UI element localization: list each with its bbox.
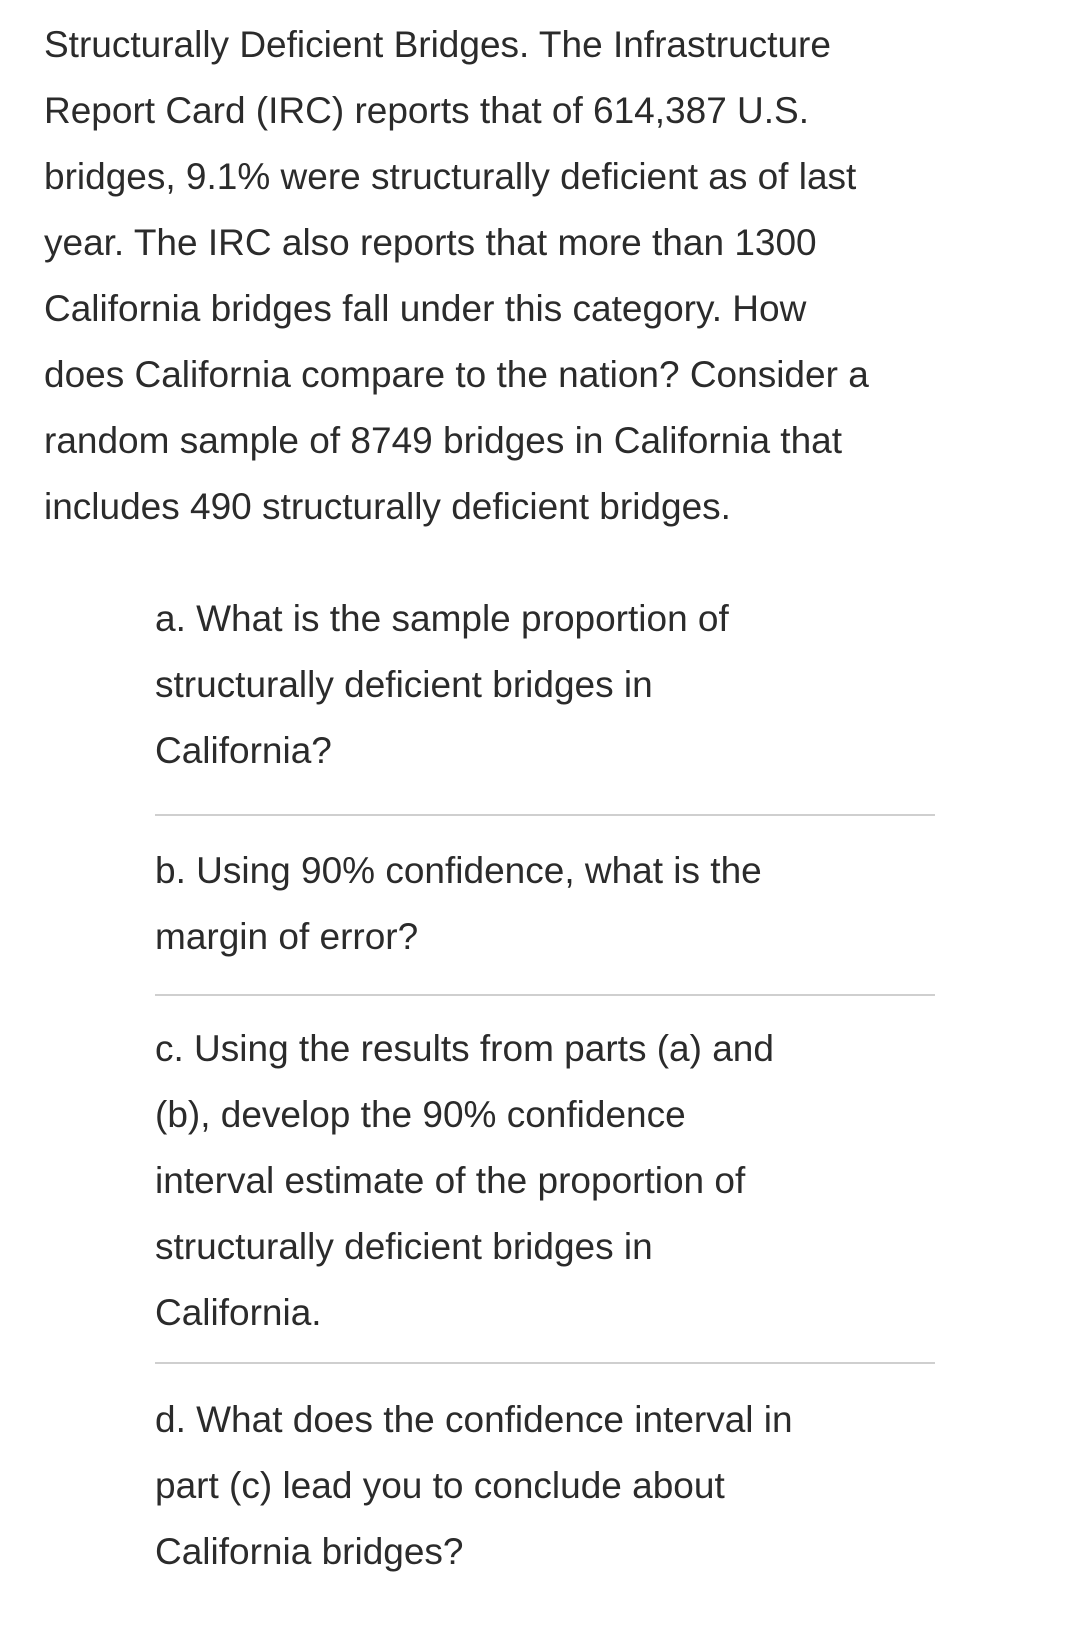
problem-line: does California compare to the nation? Consider a	[44, 354, 869, 395]
answer-divider	[155, 994, 935, 996]
question-line: California?	[155, 730, 332, 771]
question-d	[155, 1387, 945, 1585]
problem-line: random sample of 8749 bridges in California that	[44, 420, 843, 461]
problem-line: Report Card (IRC) reports that of 614,387 U.S.	[44, 90, 810, 131]
question-line: California.	[155, 1292, 322, 1333]
problem-statement	[44, 12, 1044, 540]
problem-line: Structurally Deficient Bridges. The Infrastructure	[44, 24, 831, 65]
question-line: a. What is the sample proportion of	[155, 598, 729, 639]
question-line: part (c) lead you to conclude about	[155, 1465, 725, 1506]
question-line: margin of error?	[155, 916, 419, 957]
question-line: d. What does the confidence interval in	[155, 1399, 793, 1440]
question-c	[155, 1016, 945, 1346]
question-line: c. Using the results from parts (a) and	[155, 1028, 774, 1069]
problem-line: bridges, 9.1% were structurally deficient as of last	[44, 156, 857, 197]
problem-line: includes 490 structurally deficient bridges.	[44, 486, 731, 527]
question-line: (b), develop the 90% confidence	[155, 1094, 686, 1135]
question-line: California bridges?	[155, 1531, 464, 1572]
question-line: b. Using 90% confidence, what is the	[155, 850, 762, 891]
answer-divider	[155, 814, 935, 816]
answer-divider	[155, 1362, 935, 1364]
problem-line: year. The IRC also reports that more than 1300	[44, 222, 817, 263]
question-line: structurally deficient bridges in	[155, 1226, 653, 1267]
problem-line: California bridges fall under this category. How	[44, 288, 807, 329]
question-b	[155, 838, 945, 970]
question-line: interval estimate of the proportion of	[155, 1160, 746, 1201]
question-line: structurally deficient bridges in	[155, 664, 653, 705]
question-a	[155, 586, 945, 784]
